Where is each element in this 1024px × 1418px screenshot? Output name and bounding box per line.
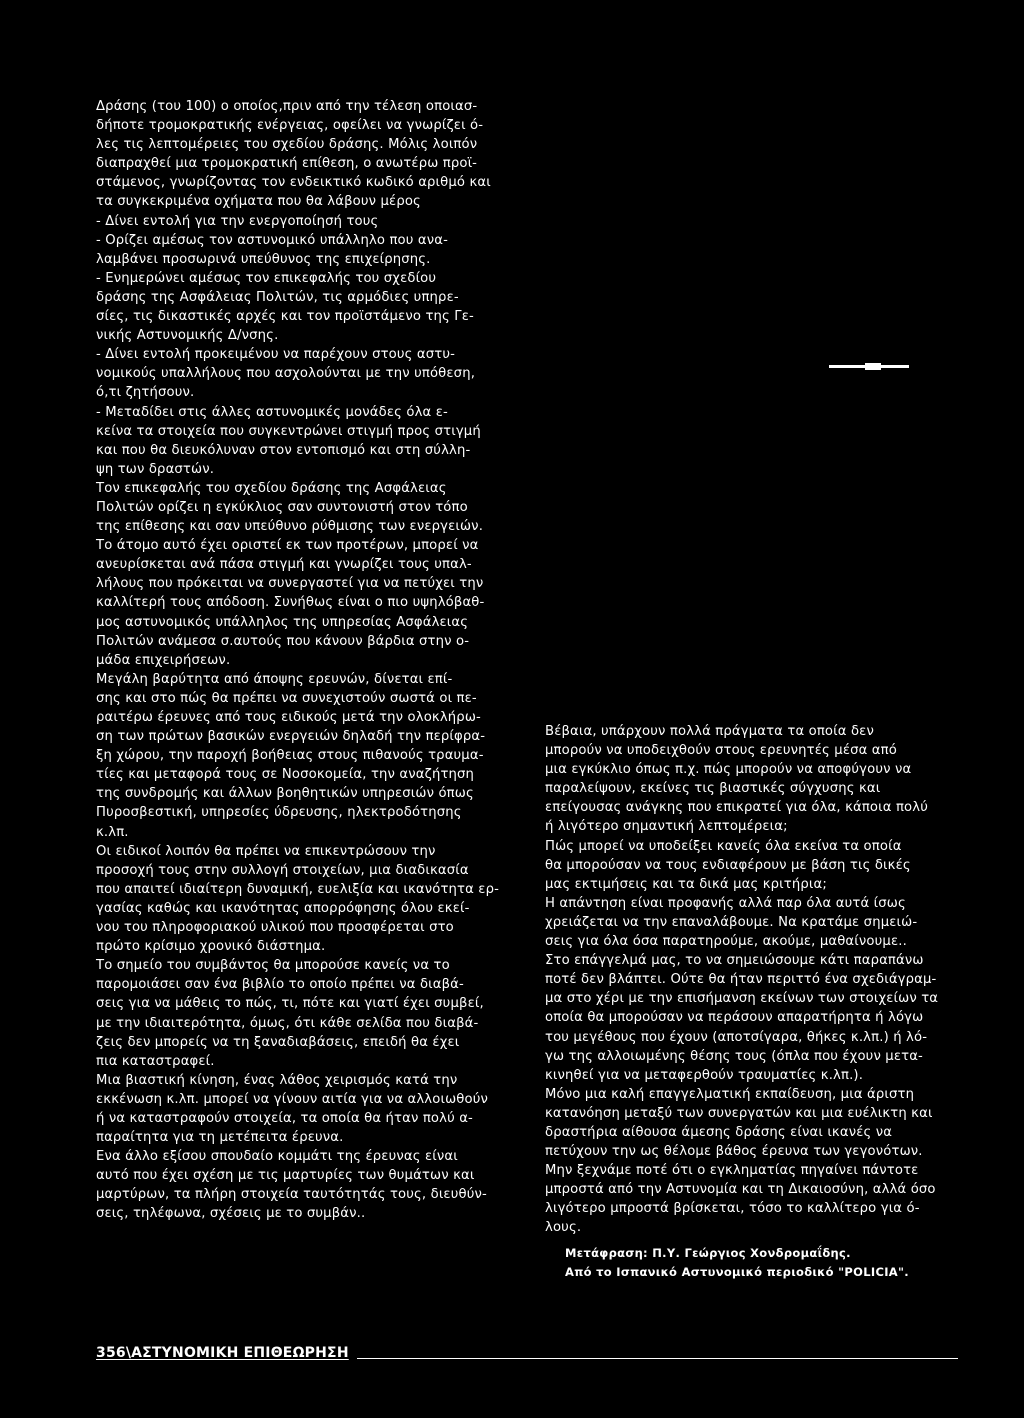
text-line: πετύχουν την ως θέλομε βάθος έρευνα των γεγονότων. (545, 1144, 923, 1160)
text-line: λαμβάνει προσωρινά υπεύθυνος της επιχείρησης. (96, 251, 431, 267)
text-line: κείνα τα στοιχεία που συγκεντρώνει στιγμή προς στιγμή (96, 423, 481, 439)
text-line: μα στο χέρι με την επισήμανση εκείνων των στοιχείων τα (545, 991, 939, 1007)
text-line: λήλους που πρόκειται να συνεργαστεί για να πετύχει την (96, 576, 484, 592)
text-line: - Μεταδίδει στις άλλες αστυνομικές μονάδες όλα ε- (96, 404, 448, 420)
text-line: τίες και μεταφορά τους σε Νοσοκομεία, την αναζήτηση (96, 767, 475, 783)
text-line: σεις για να μάθεις το πώς, τι, πότε και γιατί έχει συμβεί, (96, 996, 484, 1012)
text-line: Τον επικεφαλής του σχεδίου δράσης της Ασφάλειας (96, 480, 447, 496)
decorative-divider (829, 365, 909, 368)
text-line: Το σημείο του συμβάντος θα μπορούσε κανείς να το (96, 958, 450, 974)
text-line: εκκένωση κ.λπ. μπορεί να γίνουν αιτία για να αλλοιωθούν (96, 1091, 489, 1107)
text-line: Δράσης (του 100) ο οποίος,πριν από την τέλεση οποιασ- (96, 99, 478, 114)
text-line: ψη των δραστών. (96, 461, 215, 477)
text-line: Πώς μπορεί να υποδείξει κανείς όλα εκείνα τα οποία (545, 838, 902, 854)
text-line: κατανόηση μεταξύ των συνεργατών και μια ευέλικτη και (545, 1105, 933, 1121)
text-line: ση των πρώτων βασικών ενεργειών δηλαδή την περίφρα- (96, 729, 486, 745)
text-line: μπορούν να υποδειχθούν στους ερευνητές μέσα από (545, 743, 897, 759)
text-line: κινηθεί για να μεταφερθούν τραυματίες κ.λπ.). (545, 1067, 864, 1083)
text-line: αυτό που έχει σχέση με τις μαρτυρίες των θυμάτων και (96, 1168, 475, 1184)
text-line: στάμενος, γνωρίζοντας τον ενδεικτικό κωδικό αριθμό και (96, 175, 491, 191)
text-line: νου του πληροφοριακού υλικού που προσφέρεται στο (96, 920, 454, 936)
text-line: ραιτέρω έρευνες από τους ειδικούς μετά την ολοκλήρω- (96, 710, 481, 725)
text-line: μας εκτιμήσεις και τα δικά μας κριτήρια; (545, 876, 827, 892)
text-line: Πυροσβεστική, υπηρεσίες ύδρευσης, ηλεκτροδότησης (96, 805, 462, 821)
text-line: οποία θα μπορούσαν να περάσουν απαρατήρητα ή λόγω (545, 1010, 924, 1026)
text-line: Οι ειδικοί λοιπόν θα πρέπει να επικεντρώσουν την (96, 843, 436, 859)
text-line: νομικούς υπαλλήλους που ασχολούνται με την υπόθεση, (96, 366, 476, 382)
text-line: Στο επάγγελμά μας, το να σημειώσουμε κάτι παραπάνω (545, 953, 924, 969)
text-line: δραστήρια αίθουσα άμεσης δράσης είναι ικανές να (545, 1124, 893, 1140)
text-line: του μεγέθους που έχουν (αποτσίγαρα, θήκες κ.λπ.) ή λό- (545, 1029, 928, 1045)
page-number-journal-title: 356\ΑΣΤΥΝΟΜΙΚΗ ΕΠΙΘΕΩΡΗΣΗ (96, 1345, 349, 1361)
text-line: ζεις δεν μπορείς να τη ξαναδιαβάσεις, επειδή θα έχει (96, 1034, 460, 1050)
text-line: θα μπορούσαν να τους ενδιαφέρουν με βάση τις δικές (545, 857, 911, 873)
text-line: πρώτο κρίσιμο χρονικό διάστημα. (96, 939, 326, 955)
text-line: χρειάζεται να την επαναλάβουμε. Να κρατάμε σημειώ- (545, 914, 918, 930)
article-credits (565, 1244, 909, 1282)
text-line: κ.λπ. (96, 824, 129, 840)
text-line: Πολιτών ανάμεσα σ.αυτούς που κάνουν βάρδια στην ο- (96, 633, 470, 649)
source-credit: Από το Ισπανικό Αστυνομικό περιοδικό "POLICIA". (565, 1264, 909, 1279)
text-line: ό,τι ζητήσουν. (96, 385, 195, 401)
text-line: παραλείψουν, εκείνες τις βιαστικές σύγχυσης και (545, 781, 881, 797)
page-footer (96, 1345, 958, 1361)
text-line: σίες, τις δικαστικές αρχές και τον προϊστάμενο της Γε- (96, 309, 474, 325)
text-line: - Δίνει εντολή προκειμένου να παρέχουν στους αστυ- (96, 347, 456, 363)
text-line: που απαιτεί ιδιαίτερη δυναμική, ευελιξία και ικανότητα ερ- (96, 881, 500, 897)
text-line: καλλίτερή τους απόδοση. Συνήθως είναι ο πιο υψηλόβαθ- (96, 595, 485, 611)
text-line: ανευρίσκεται ανά πάσα στιγμή και γνωρίζει τους υπαλ- (96, 557, 472, 573)
text-line: πια καταστραφεί. (96, 1053, 215, 1069)
text-line: και που θα διευκόλυναν στον εντοπισμό και στη σύλλη- (96, 442, 471, 458)
text-line: - Ενημερώνει αμέσως τον επικεφαλής του σχεδίου (96, 270, 437, 286)
text-line: μπροστά από την Αστυνομία και τη Δικαιοσύνη, αλλά όσο (545, 1182, 936, 1198)
text-line: - Ορίζει αμέσως τον αστυνομικό υπάλληλο που ανα- (96, 232, 449, 248)
text-line: Πολιτών ορίζει η εγκύκλιος σαν συντονιστή στον τόπο (96, 499, 468, 515)
text-line: επείγουσας ανάγκης που επικρατεί για όλα, κάποια πολύ (545, 800, 928, 816)
text-line: παραίτητα για τη μετέπειτα έρευνα. (96, 1130, 344, 1146)
text-line: δήποτε τρομοκρατικής ενέργειας, οφείλει να γνωρίζει ό- (96, 118, 484, 134)
text-line: διαπραχθεί μια τρομοκρατική επίθεση, ο ανωτέρω προϊ- (96, 156, 478, 172)
text-line: μαρτύρων, τα πλήρη στοιχεία ταυτότητάς τους, διευθύν- (96, 1187, 487, 1203)
text-line: Μόνο μια καλή επαγγελματική εκπαίδευση, μια άριστη (545, 1086, 915, 1102)
text-line: λιγότερο μπροστά βρίσκεται, τόσο το καλλίτερο για ό- (545, 1201, 920, 1217)
text-line: λους. (545, 1220, 582, 1236)
text-line: γασίας καθώς και ικανότητας απορρόφησης όλου εκεί- (96, 900, 470, 916)
text-line: λες τις λεπτομέρειες του σχεδίου δράσης. Μόλις λοιπόν (96, 137, 478, 153)
text-line: ποτέ δεν βλάπτει. Ούτε θα ήταν περιττό ένα σχεδιάγραμ- (545, 972, 937, 988)
text-line: μια εγκύκλιο όπως π.χ. πώς μπορούν να αποφύγουν να (545, 762, 912, 778)
translator-credit: Μετάφραση: Π.Υ. Γεώργιος Χονδρομαΐδης. (565, 1245, 851, 1260)
text-line: ή λιγότερο σημαντική λεπτομέρεια; (545, 819, 788, 835)
text-line: δράσης της Ασφάλειας Πολιτών, τις αρμόδιες υπηρε- (96, 289, 459, 305)
text-line: σεις, τηλέφωνα, σχέσεις με το συμβάν.. (96, 1206, 366, 1222)
text-line: ξη χώρου, την παροχή βοήθειας στους πιθανούς τραυμα- (96, 748, 484, 764)
text-line: Μην ξεχνάμε ποτέ ότι ο εγκληματίας πηγαίνει πάντοτε (545, 1163, 919, 1179)
text-line: σεις για όλα όσα παρατηρούμε, ακούμε, μαθαίνουμε.. (545, 934, 907, 950)
text-line: της επίθεσης και σαν υπεύθυνο ρύθμισης των ενεργειών. (96, 519, 484, 535)
text-line: ή να καταστραφούν στοιχεία, τα οποία θα ήταν πολύ α- (96, 1110, 473, 1126)
text-line: παρομοιάσει σαν ένα βιβλίο το οποίο πρέπει να διαβά- (96, 977, 464, 993)
text-line: σης και στο πώς θα πρέπει να συνεχιστούν σωστά οι πε- (96, 690, 477, 706)
text-line: με την ιδιαιτερότητα, όμως, ότι κάθε σελίδα που διαβά- (96, 1015, 479, 1031)
text-line: Μια βιαστική κίνηση, ένας λάθος χειρισμός κατά την (96, 1072, 458, 1088)
text-line: Μεγάλη βαρύτητα από άποψης ερευνών, δίνεται επί- (96, 671, 453, 687)
text-line: Το άτομο αυτό έχει οριστεί εκ των προτέρων, μπορεί να (96, 538, 479, 554)
left-text-column (96, 97, 528, 1224)
text-line: Βέβαια, υπάρχουν πολλά πράγματα τα οποία δεν (545, 724, 874, 739)
text-line: Η απάντηση είναι προφανής αλλά παρ όλα αυτά ίσως (545, 895, 906, 911)
text-line: τα συγκεκριμένα οχήματα που θα λάβουν μέρος (96, 194, 421, 210)
text-line: της συνδρομής και άλλων βοηθητικών υπηρεσιών όπως (96, 786, 474, 802)
text-line: γω της αλλοιωμένης θέσης τους (όπλα που έχουν μετα- (545, 1048, 923, 1064)
text-line: προσοχή τους στην συλλογή στοιχείων, μια διαδικασία (96, 862, 469, 878)
right-text-column (545, 722, 975, 1238)
text-line: νικής Αστυνομικής Δ/νσης. (96, 328, 279, 344)
text-line: - Δίνει εντολή για την ενεργοποίησή τους (96, 213, 379, 229)
text-line: μάδα επιχειρήσεων. (96, 652, 231, 668)
footer-rule (357, 1358, 958, 1359)
text-line: Ενα άλλο εξίσου σπουδαίο κομμάτι της έρευνας είναι (96, 1149, 458, 1165)
text-line: μος αστυνομικός υπάλληλος της υπηρεσίας Ασφάλειας (96, 614, 469, 630)
